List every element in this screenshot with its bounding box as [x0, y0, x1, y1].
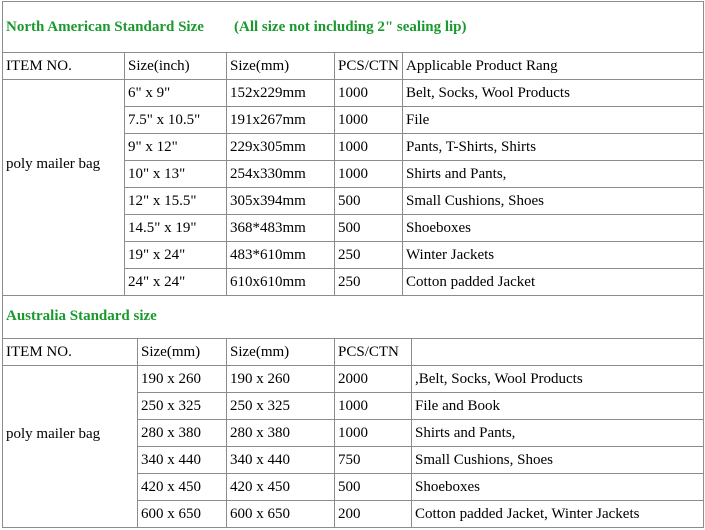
- na-table-cell: Shoeboxes: [406, 220, 471, 236]
- na-table-cell: 1000: [338, 139, 368, 155]
- na-table-cell: 6" x 9": [128, 85, 171, 101]
- na-table-cell: 254x330mm: [230, 166, 306, 182]
- grid-line: [137, 392, 704, 393]
- na-table-cell: 9" x 12": [128, 139, 178, 155]
- grid-line: [226, 52, 227, 296]
- au-table-cell: 340 x 440: [141, 452, 201, 468]
- au-table-cell: 250 x 325: [141, 398, 201, 414]
- au-table-cell: 750: [338, 452, 361, 468]
- grid-line: [137, 419, 704, 420]
- au-table-cell: File and Book: [415, 398, 500, 414]
- na-table-cell: 1000: [338, 112, 368, 128]
- grid-line: [137, 446, 704, 447]
- au-table-cell: Small Cushions, Shoes: [415, 452, 553, 468]
- grid-line: [124, 295, 704, 296]
- grid-line: [2, 52, 704, 53]
- au-table-cell: 190 x 260: [141, 371, 201, 387]
- grid-line: [124, 241, 704, 242]
- au-header-cell: Size(mm): [141, 344, 201, 360]
- au-header-cell: PCS/CTN: [338, 344, 399, 360]
- na-table-cell: 152x229mm: [230, 85, 306, 101]
- grid-line: [402, 52, 403, 296]
- na-table-cell: 19" x 24": [128, 247, 186, 263]
- au-table-cell: Cotton padded Jacket, Winter Jackets: [415, 506, 640, 522]
- na-table-cell: 500: [338, 193, 361, 209]
- na-table-cell: Pants, T-Shirts, Shirts: [406, 139, 537, 155]
- na-table-cell: 368*483mm: [230, 220, 306, 236]
- na-size-note: (All size not including 2" sealing lip): [234, 19, 467, 35]
- na-table-cell: Belt, Socks, Wool Products: [406, 85, 570, 101]
- na-table-cell: 191x267mm: [230, 112, 306, 128]
- au-table-cell: 200: [338, 506, 361, 522]
- na-table-cell: 483*610mm: [230, 247, 306, 263]
- na-table-cell: 12" x 15.5": [128, 193, 197, 209]
- grid-line: [2, 1, 704, 2]
- na-header-cell: Size(inch): [128, 58, 190, 74]
- na-header-cell: ITEM NO.: [6, 58, 72, 74]
- grid-line: [137, 338, 138, 528]
- grid-line: [124, 106, 704, 107]
- au-table-cell: 280 x 380: [230, 425, 290, 441]
- na-header-cell: Applicable Product Rang: [406, 58, 558, 74]
- au-item-name: poly mailer bag: [6, 426, 101, 442]
- grid-line: [2, 1, 3, 296]
- au-table-cell: Shoeboxes: [415, 479, 480, 495]
- au-table-cell: 1000: [338, 398, 368, 414]
- grid-line: [411, 338, 412, 528]
- na-table-cell: 305x394mm: [230, 193, 306, 209]
- grid-line: [2, 295, 125, 296]
- grid-line: [703, 1, 704, 296]
- na-table-cell: 24" x 24": [128, 274, 186, 290]
- na-table-cell: 14.5" x 19": [128, 220, 197, 236]
- au-section-title: Australia Standard size: [6, 308, 157, 324]
- na-header-cell: PCS/CTN: [338, 58, 399, 74]
- au-table-cell: 600 x 650: [141, 506, 201, 522]
- grid-line: [2, 527, 138, 528]
- grid-line: [334, 338, 335, 528]
- na-header-cell: Size(mm): [230, 58, 290, 74]
- na-item-name: poly mailer bag: [6, 156, 101, 172]
- au-table-cell: 340 x 440: [230, 452, 290, 468]
- au-table-cell: 190 x 260: [230, 371, 290, 387]
- grid-line: [226, 338, 227, 528]
- na-table-cell: 7.5" x 10.5": [128, 112, 201, 128]
- grid-line: [137, 527, 704, 528]
- au-header-cell: ITEM NO.: [6, 344, 72, 360]
- grid-line: [124, 214, 704, 215]
- au-table-cell: 600 x 650: [230, 506, 290, 522]
- na-table-cell: 229x305mm: [230, 139, 306, 155]
- grid-line: [137, 500, 704, 501]
- na-table-cell: Cotton padded Jacket: [406, 274, 536, 290]
- na-table-cell: File: [406, 112, 430, 128]
- au-table-cell: 420 x 450: [230, 479, 290, 495]
- grid-line: [2, 79, 704, 80]
- na-table-cell: Winter Jackets: [406, 247, 495, 263]
- na-table-cell: 1000: [338, 85, 368, 101]
- na-table-cell: 250: [338, 274, 361, 290]
- grid-line: [124, 187, 704, 188]
- au-table-cell: 420 x 450: [141, 479, 201, 495]
- grid-line: [124, 160, 704, 161]
- na-table-cell: Small Cushions, Shoes: [406, 193, 544, 209]
- na-section-title: North American Standard Size: [6, 19, 204, 35]
- au-table-cell: ,Belt, Socks, Wool Products: [415, 371, 583, 387]
- grid-line: [124, 133, 704, 134]
- au-table-cell: 500: [338, 479, 361, 495]
- grid-line: [334, 52, 335, 296]
- au-table-cell: 280 x 380: [141, 425, 201, 441]
- au-table-cell: 1000: [338, 425, 368, 441]
- na-table-cell: Shirts and Pants,: [406, 166, 507, 182]
- grid-line: [137, 473, 704, 474]
- grid-line: [703, 295, 704, 528]
- au-table-cell: 250 x 325: [230, 398, 290, 414]
- na-table-cell: 1000: [338, 166, 368, 182]
- au-table-cell: 2000: [338, 371, 368, 387]
- au-header-cell: Size(mm): [230, 344, 290, 360]
- grid-line: [124, 268, 704, 269]
- grid-line: [124, 52, 125, 296]
- na-table-cell: 10" x 13": [128, 166, 186, 182]
- grid-line: [2, 295, 3, 528]
- na-table-cell: 250: [338, 247, 361, 263]
- grid-line: [2, 338, 704, 339]
- grid-line: [2, 365, 704, 366]
- na-table-cell: 500: [338, 220, 361, 236]
- na-table-cell: 610x610mm: [230, 274, 306, 290]
- au-table-cell: Shirts and Pants,: [415, 425, 516, 441]
